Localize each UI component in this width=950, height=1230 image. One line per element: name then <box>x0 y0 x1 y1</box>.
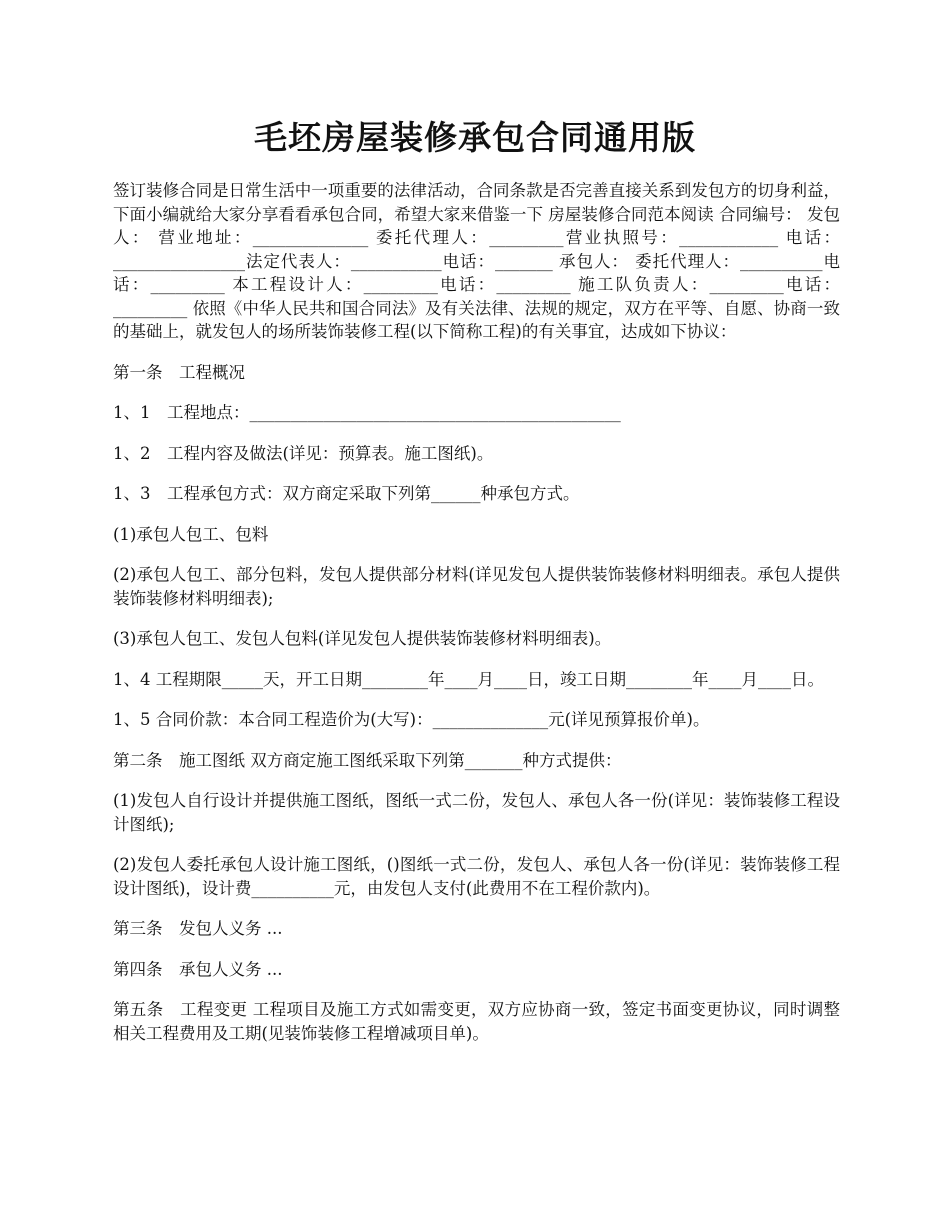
option-1: (1)承包人包工、包料 <box>113 524 269 544</box>
document-body <box>113 179 840 1062</box>
drawing-option-1: (1)发包人自行设计并提供施工图纸，图纸一式二份，发包人、承包人各一份(详见：装饰装修工程设计图纸); <box>113 791 840 834</box>
drawing-option-2: (2)发包人委托承包人设计施工图纸，()图纸一式二份，发包人、承包人各一份(详见：装饰装修工程设计图纸)，设计费__________元，由发包人支付(此费用不在工程价款内)。 <box>113 855 840 898</box>
option-3: (3)承包人包工、发包人包料(详见发包人提供装饰装修材料明细表)。 <box>113 629 612 648</box>
clause-1-2: 1、2 工程内容及做法(详见：预算表。施工图纸)。 <box>113 443 494 463</box>
intro-paragraph: 签订装修合同是日常生活中一项重要的法律活动，合同条款是否完善直接关系到发包方的切身利益，下面小编就给大家分享看看承包合同，希望大家来借鉴一下 房屋装修合同范本阅读 合同编号： 发包人： 营业地址：______________ 委托代理人：_________营业执照号：____________ 电话：________________法定代表人：___________电话：_______ 承包人： 委托代理人：__________电话：_________ 本工程设计人：_________电话：_________ 施工队负责人：_________电话：_________ 依照《中华人民共和国合同法》及有关法律、法规的规定，双方在平等、自愿、协商一致的基础上，就发包人的场所装饰装修工程(以下简称工程)的有关事宜，达成如下协议： <box>113 181 840 341</box>
document-title: 毛坯房屋装修承包合同通用版 <box>254 118 696 157</box>
article-1-heading: 第一条 工程概况 <box>113 362 245 382</box>
article-4-heading: 第四条 承包人义务 ... <box>113 959 283 979</box>
article-2-heading: 第二条 施工图纸 双方商定施工图纸采取下列第_______种方式提供： <box>113 750 622 770</box>
clause-1-5: 1、5 合同价款：本合同工程造价为(大写)：______________元(详见预算报价单)。 <box>113 710 710 729</box>
article-5-paragraph: 第五条 工程变更 工程项目及施工方式如需变更，双方应协商一致，签定书面变更协议，同时调整相关工程费用及工期(见装饰装修工程增减项目单)。 <box>113 1000 840 1043</box>
option-2: (2)承包人包工、部分包料，发包人提供部分材料(详见发包人提供装饰装修材料明细表。承包人提供装饰装修材料明细表); <box>113 565 840 608</box>
clause-1-3: 1、3 工程承包方式：双方商定采取下列第______种承包方式。 <box>113 484 580 503</box>
clause-1-4: 1、4 工程期限_____天，开工日期________年____月____日，竣工日期________年____月____日。 <box>113 669 824 689</box>
clause-1-1: 1、1 工程地点：_____________________________________________ <box>113 403 621 422</box>
article-3-heading: 第三条 发包人义务 ... <box>113 919 283 938</box>
